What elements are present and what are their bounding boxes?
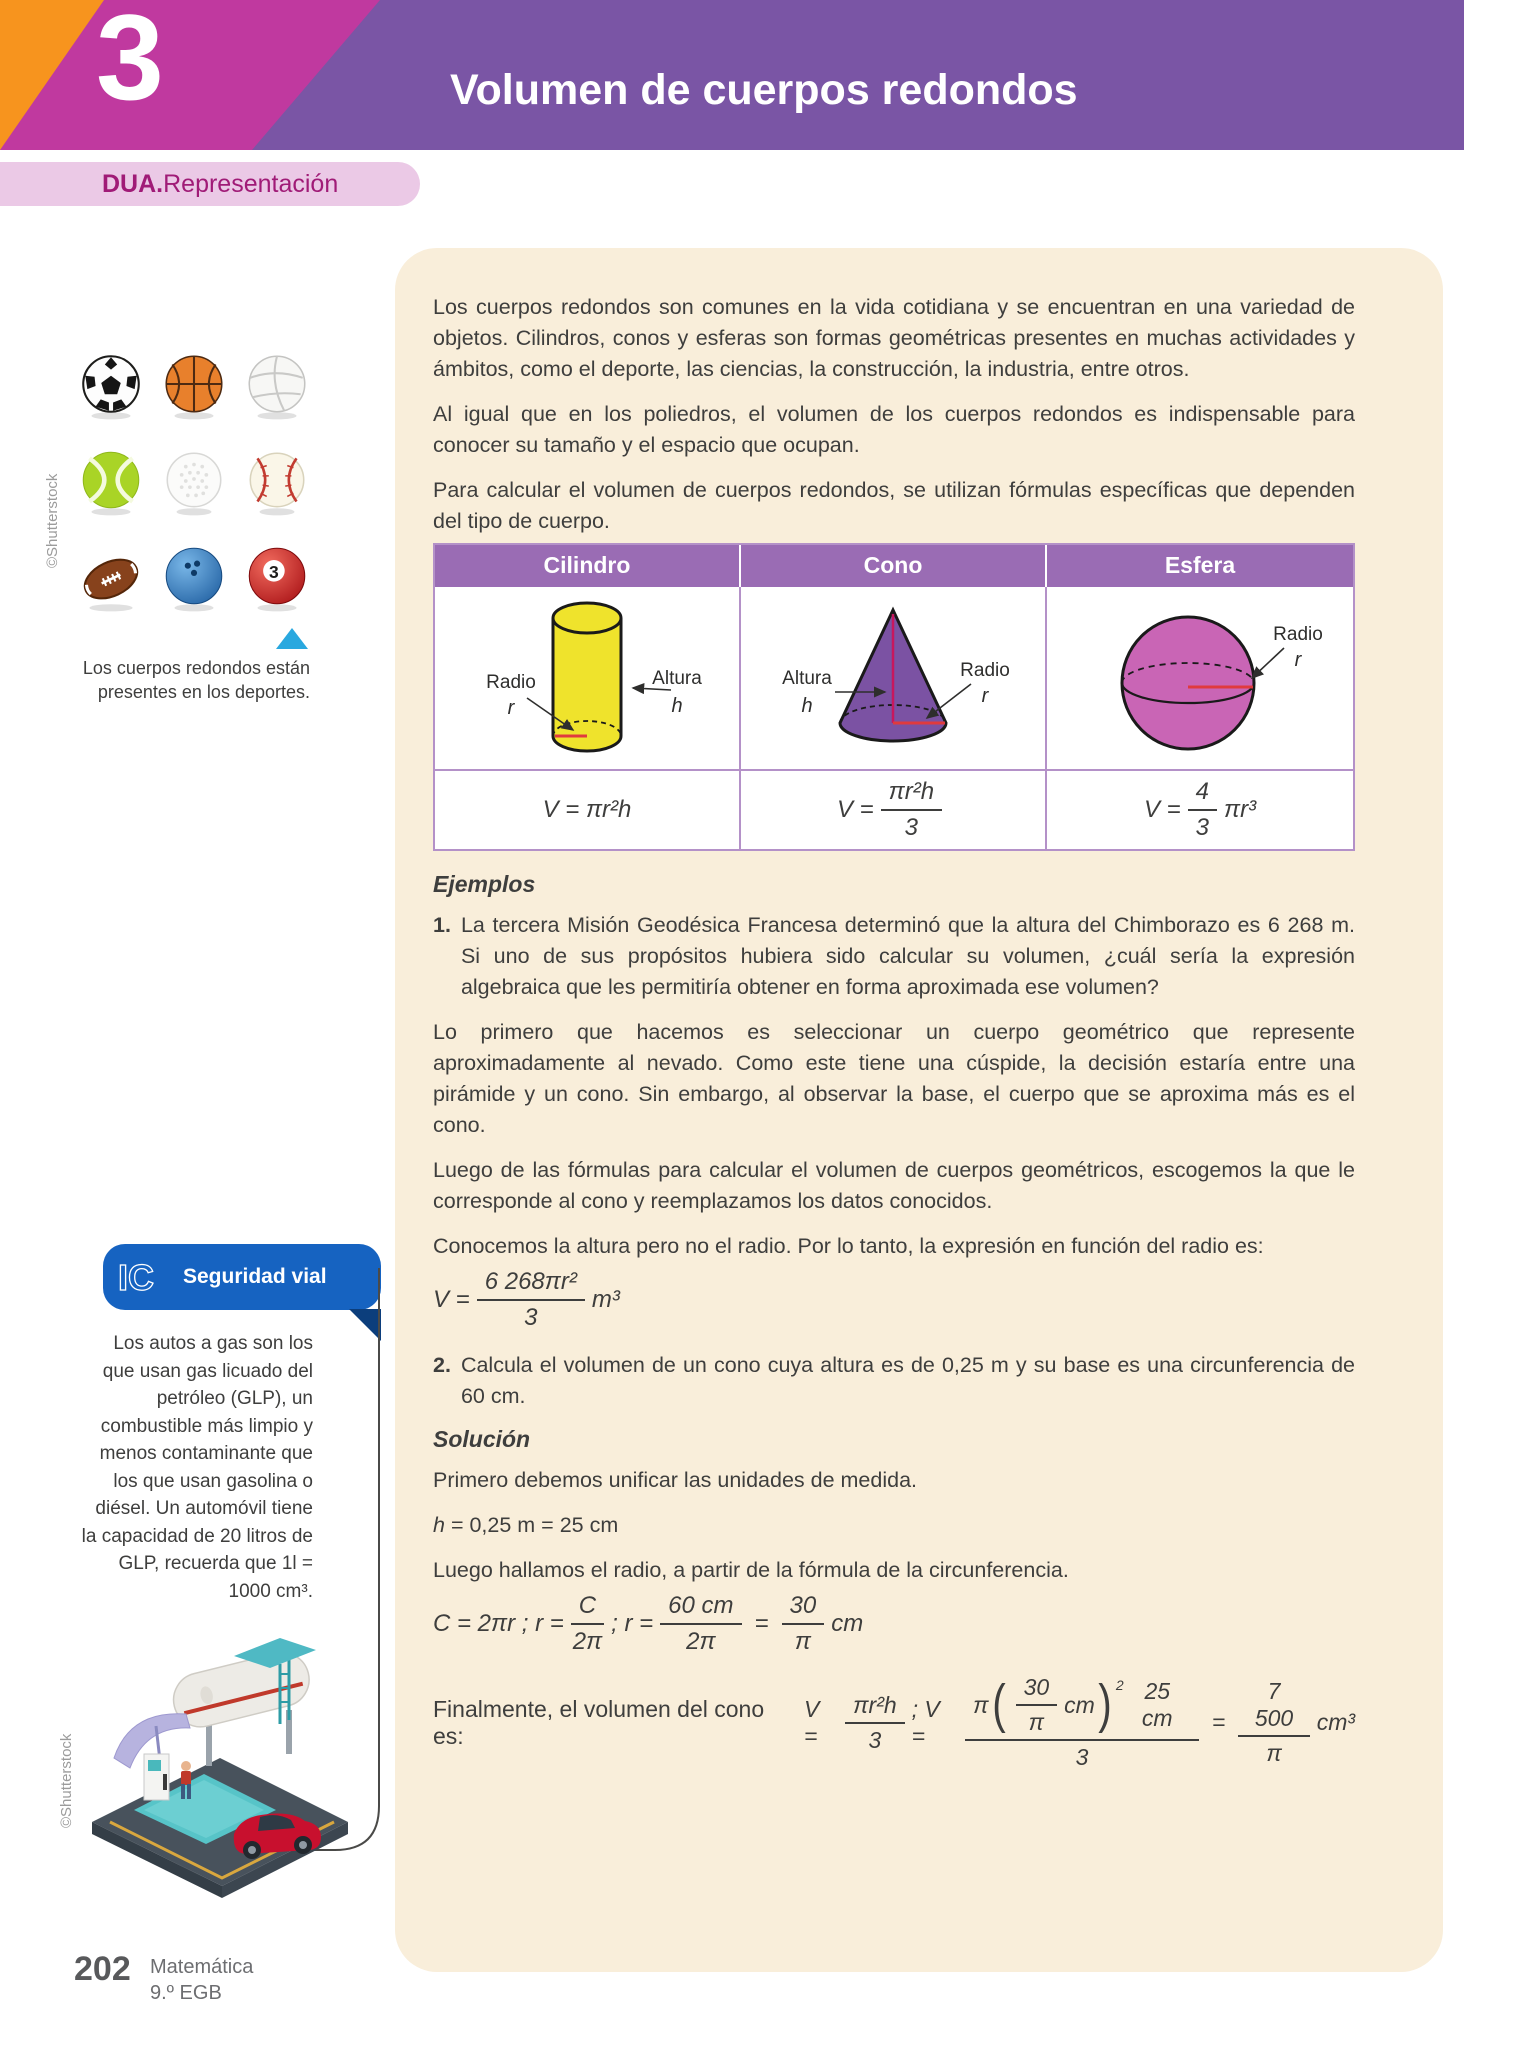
- sphere-r-var: r: [1294, 649, 1302, 671]
- cylinder-formula: V = πr²h: [435, 769, 741, 849]
- intro-paragraph-2: Al igual que en los poliedros, el volumen de los cuerpos redondos es indispensable para conocer su tamaño y el espacio que ocupan.: [433, 402, 1355, 457]
- example-1-step-3: Conocemos la altura pero no el radio. Por lo tanto, la expresión en función del radio es:: [433, 1234, 1264, 1258]
- note-title: Seguridad vial: [183, 1265, 327, 1288]
- table-diagram-row: [435, 587, 1353, 769]
- cylinder-radio-label: Radio: [486, 672, 536, 693]
- volume-formulas-table: [433, 543, 1355, 851]
- example-1: 1. La tercera Misión Geodésica Francesa determinó que la altura del Chimborazo es 6 268 m. Si uno de sus propósitos hubiera sido calcular su volumen, ¿cuál sería la expresión algebraica que les permitiría obtener en forma aproximada ese volumen?: [433, 913, 1355, 999]
- page-title: Volumen de cuerpos redondos: [450, 66, 1078, 114]
- note-text: Los autos a gas son los que usan gas licuado del petróleo (GLP), un combustible más limpio y menos contaminante que los que usan gasolina o diésel. Un automóvil tiene la capacidad de 20 litros de GLP, recuerda que 1l = 1000 cm³.: [81, 1333, 313, 1602]
- solution-step-1: Primero debemos unificar las unidades de medida.: [433, 1468, 918, 1492]
- table-header-cilindro: Cilindro: [435, 545, 741, 587]
- lpg-tank: [168, 1647, 315, 1733]
- volleyball-icon: [240, 348, 314, 422]
- cylinder-diagram: [437, 588, 737, 768]
- unit-number: 3: [96, 0, 164, 125]
- example-1-step-2: Luego de las fórmulas para calcular el volumen de cuerpos geométricos, escogemos la que le corresponde al cono y reemplazamos los datos conocidos.: [433, 1158, 1355, 1213]
- intro-paragraph-3: Para calcular el volumen de cuerpos redondos, se utilizan fórmulas específicas que dependen del tipo de cuerpo.: [433, 478, 1355, 533]
- photo-credit-top: ©Shutterstock: [44, 473, 61, 568]
- baseball-icon: [240, 444, 314, 518]
- table-header-row: [435, 545, 1353, 587]
- billiard-number: 3: [269, 562, 279, 583]
- cylinder-diagram-cell: [435, 587, 741, 769]
- basketball-icon: [157, 348, 231, 422]
- example-2: 2. Calcula el volumen de un cono cuya altura es de 0,25 m y su base es una circunferencia de 60 cm.: [433, 1353, 1355, 1408]
- cylinder-r-var: r: [507, 697, 515, 719]
- cylinder-altura-label: Altura: [652, 668, 702, 689]
- example-1-step-1: Lo primero que hacemos es seleccionar un cuerpo geométrico que represente aproximadamente al nevado. Como este tiene una cúspide, la decisión estaría entre una pirámide y un cono. Sin embargo, al observar la base, el cuerpo que se aproxima más es el cono.: [433, 1020, 1355, 1137]
- close-paren: ): [1098, 1674, 1112, 1735]
- sports-balls-grid: [74, 348, 320, 614]
- footer-subject: Matemática 9.º EGB: [150, 1956, 254, 2004]
- intro-paragraph-1: Los cuerpos redondos son comunes en la vida cotidiana y se encuentran en una variedad de objetos. Cilindros, conos y esferas son formas geométricas presentes en muchas actividades y ámbitos, como el deporte, las ciencias, la construcción, la industria, entre otros.: [433, 295, 1355, 381]
- billiard-ball-icon: [240, 540, 314, 614]
- american-football-icon: [74, 540, 148, 614]
- final-volume-formula: Finalmente, el volumen del cono es: V = $\frac{\text{πr²h}}{3}$ ; V = π ( $\frac{30}{\pi}$ cm ) $^2$ 25 cm 3 = $\frac{7 500}{\pi}$ cm³: [433, 1674, 1356, 1770]
- cone-radio-label: Radio: [960, 660, 1010, 681]
- ic-logo-text: IC: [118, 1257, 154, 1298]
- circumference-formula: C = 2πr ; r = $\frac{C}{2\pi}$ ; r = $\frac{60 cm}{2\pi}$ = $\frac{30}{\pi}$ cm: [433, 1592, 864, 1655]
- open-paren: (: [991, 1674, 1006, 1735]
- cone-r-var: r: [981, 685, 989, 707]
- height-conversion: h = 0,25 m = 25 cm: [433, 1513, 619, 1537]
- pointer-triangle-icon: [276, 628, 308, 649]
- soccer-ball-icon: [74, 348, 148, 422]
- main-content: [395, 248, 1443, 1972]
- photo-credit-bottom: ©Shutterstock: [58, 1733, 75, 1828]
- sphere-radio-label: Radio: [1273, 624, 1323, 645]
- ejemplos-heading: Ejemplos: [433, 871, 536, 897]
- bowling-ball-icon: [157, 540, 231, 614]
- volume-expression-formula: V = $\frac{\text{6 268πr²}}{3}$ m³: [433, 1268, 620, 1331]
- dua-label: DUA.: [102, 169, 164, 198]
- cylinder-h-var: h: [671, 695, 683, 717]
- dua-text: Representación: [163, 169, 339, 198]
- balls-caption: Los cuerpos redondos están presentes en los deportes.: [82, 658, 310, 702]
- table-header-esfera: Esfera: [1047, 545, 1353, 587]
- gas-station-illustration: [84, 1626, 356, 1911]
- cone-diagram: [743, 588, 1043, 768]
- tennis-ball-icon: [74, 444, 148, 518]
- sphere-formula: V = $\frac{4}{3}$ πr³: [1047, 769, 1353, 849]
- table-header-cono: Cono: [741, 545, 1047, 587]
- solution-step-2: Luego hallamos el radio, a partir de la fórmula de la circunferencia.: [433, 1558, 1069, 1582]
- table-formula-row: [435, 769, 1353, 849]
- cone-diagram-cell: [741, 587, 1047, 769]
- cone-formula: V = $\frac{\text{πr²h}}{3}$: [741, 769, 1047, 849]
- golf-ball-icon: [157, 444, 231, 518]
- solucion-heading: Solución: [433, 1426, 531, 1452]
- title-banner: [0, 0, 1464, 150]
- dua-tag: [0, 162, 420, 206]
- sphere-diagram-cell: [1047, 587, 1353, 769]
- ic-logo-icon: [115, 1255, 173, 1299]
- cone-h-var: h: [801, 695, 813, 717]
- cone-altura-label: Altura: [782, 668, 832, 689]
- page-number: 202: [74, 1950, 131, 1988]
- sphere-diagram: [1050, 588, 1350, 768]
